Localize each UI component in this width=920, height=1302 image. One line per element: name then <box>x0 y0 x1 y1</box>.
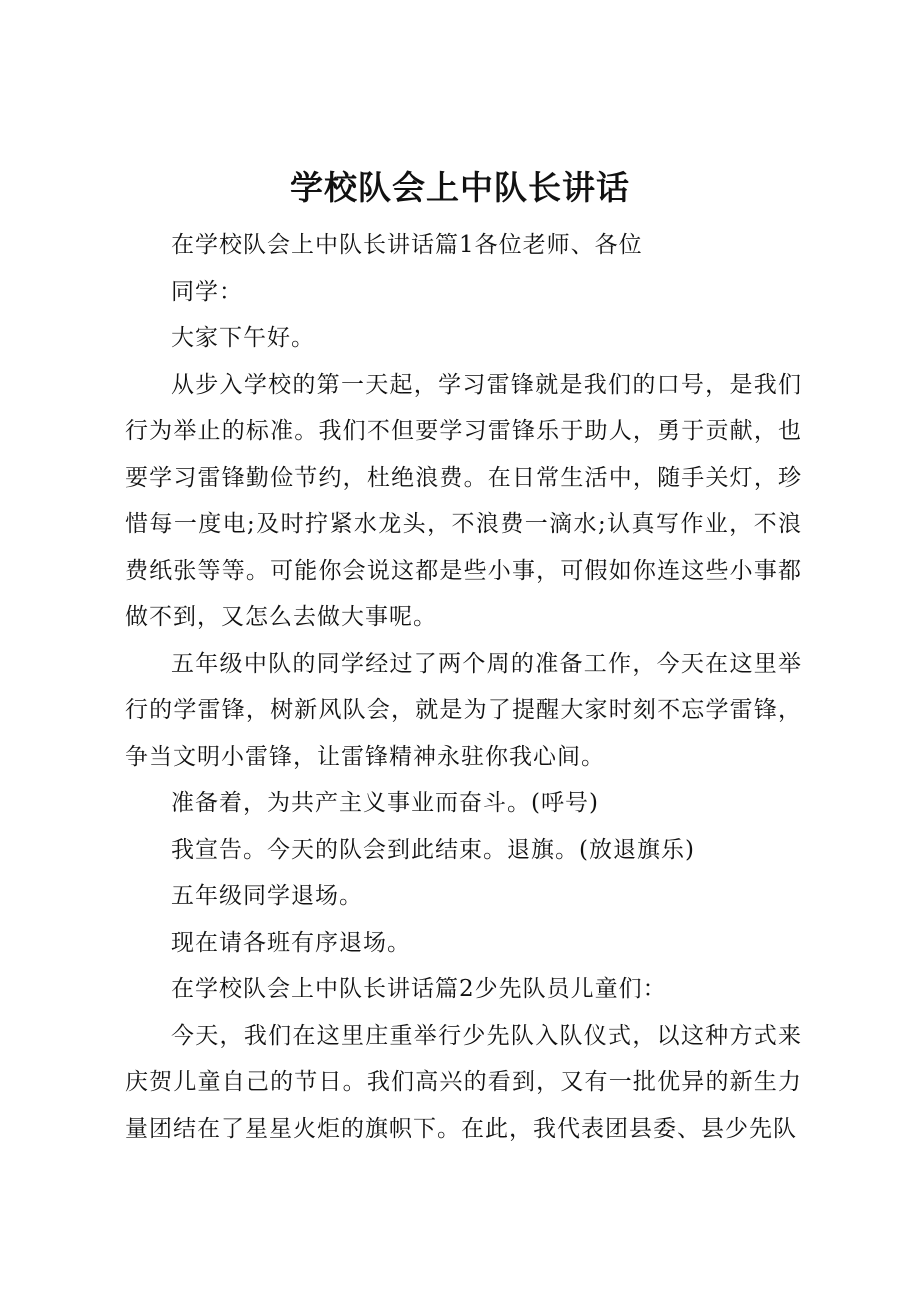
paragraph: 同学： <box>171 278 243 305</box>
paragraph: 我宣告。今天的队会到此结束。退旗。(放退旗乐) <box>171 836 695 863</box>
paragraph: 在学校队会上中队长讲话篇1各位老师、各位 <box>171 232 643 258</box>
document-body <box>125 222 802 1152</box>
paragraph: 大家下午好。 <box>171 325 315 351</box>
paragraph: 五年级中队的同学经过了两个周的准备工作，今天在这里举行的学雷锋，树新风队会，就是为了提醒大家时刻不忘学雷锋，争当文明小雷锋，让雷锋精神永驻你我心间。 <box>125 650 802 770</box>
document-title: 学校队会上中队长讲话 <box>290 168 630 207</box>
paragraph: 现在请各班有序退场。 <box>171 929 411 956</box>
paragraph: 今天，我们在这里庄重举行少先队入队仪式，以这种方式来庆贺儿童自己的节日。我们高兴的看到，又有一批优异的新生力量团结在了星星火炬的旗帜下。在此，我代表团县委、县少先队 <box>125 1022 802 1142</box>
paragraph: 在学校队会上中队长讲话篇2少先队员儿童们： <box>171 976 667 1002</box>
paragraph: 五年级同学退场。 <box>171 883 363 909</box>
paragraph: 从步入学校的第一天起，学习雷锋就是我们的口号，是我们行为举止的标准。我们不但要学习雷锋乐于助人，勇于贡献，也要学习雷锋勤俭节约，杜绝浪费。在日常生活中，随手关灯，珍惜每一度电;及时拧紧水龙头，不浪费一滴水;认真写作业，不浪费纸张等等。可能你会说这都是些小事，可假如你连这些小事都做不到，又怎么去做大事呢。 <box>125 371 802 630</box>
paragraph: 准备着，为共产主义事业而奋斗。(呼号) <box>171 790 599 816</box>
